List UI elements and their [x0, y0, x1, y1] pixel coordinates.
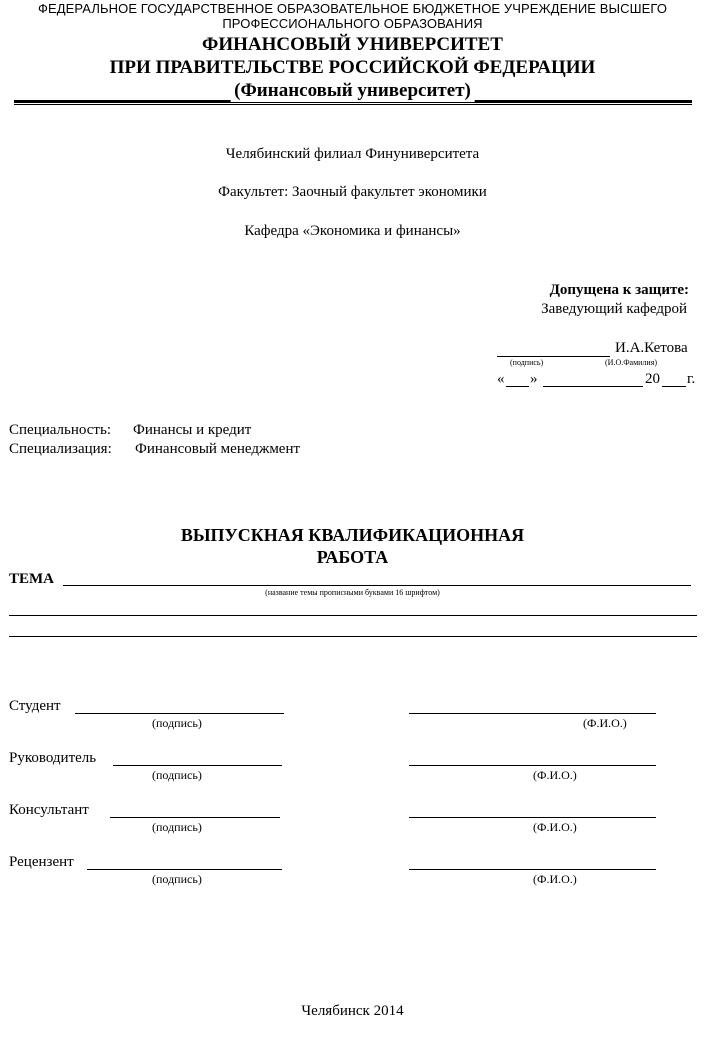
sign-caption: (подпись)	[152, 716, 202, 730]
university-short-name: (Финансовый университет)	[230, 80, 475, 102]
date-quote-close: »	[530, 371, 538, 387]
name-caption: (Ф.И.О.)	[533, 768, 577, 782]
approval-name-caption: (И.О.Фамилия)	[605, 358, 658, 367]
role-label: Студент	[9, 698, 61, 714]
role-label: Консультант	[9, 802, 89, 818]
date-quote-open: «	[497, 371, 505, 387]
theme-line-1	[63, 585, 691, 586]
specialization-label: Специализация:	[9, 441, 112, 457]
theme-line-3	[9, 636, 697, 637]
sign-caption: (подпись)	[152, 768, 202, 782]
sign-line	[110, 817, 280, 818]
name-line	[409, 869, 656, 870]
theme-caption: (название темы прописными буквами 16 шрифтом)	[265, 588, 440, 597]
sign-line	[113, 765, 282, 766]
name-caption: (Ф.И.О.)	[533, 872, 577, 886]
role-label: Рецензент	[9, 854, 74, 870]
date-year-suffix: г.	[687, 371, 696, 387]
date-year-line	[662, 386, 686, 387]
head-of-department-label: Заведующий кафедрой	[541, 301, 687, 317]
name-line	[409, 713, 656, 714]
header-line-1: ФЕДЕРАЛЬНОЕ ГОСУДАРСТВЕННОЕ ОБРАЗОВАТЕЛЬНОЕ БЮДЖЕТНОЕ УЧРЕЖДЕНИЕ ВЫСШЕГО	[37, 1, 668, 16]
theme-line-2	[9, 615, 697, 616]
work-title-line-1: ВЫПУСКНАЯ КВАЛИФИКАЦИОННАЯ	[180, 525, 525, 545]
name-line	[409, 817, 656, 818]
sign-line	[87, 869, 282, 870]
theme-label: ТЕМА	[9, 571, 54, 587]
branch-name: Челябинский филиал Финуниверситета	[225, 146, 480, 162]
faculty-name: Факультет: Заочный факультет экономики	[218, 184, 487, 200]
approver-name: И.А.Кетова	[615, 340, 688, 356]
university-subtitle: ПРИ ПРАВИТЕЛЬСТВЕ РОССИЙСКОЙ ФЕДЕРАЦИИ	[109, 57, 596, 78]
date-day-line	[506, 386, 529, 387]
date-month-line	[543, 386, 643, 387]
date-year-prefix: 20	[645, 371, 660, 387]
role-label: Руководитель	[9, 750, 97, 766]
specialization-value: Финансовый менеджмент	[135, 441, 301, 457]
approval-sign-caption: (подпись)	[510, 358, 544, 367]
header-line-2: ПРОФЕССИОНАЛЬНОГО ОБРАЗОВАНИЯ	[222, 16, 483, 31]
specialty-label: Специальность:	[9, 422, 111, 438]
header-rule-thin	[14, 104, 692, 105]
name-caption: (Ф.И.О.)	[583, 716, 627, 730]
specialty-value: Финансы и кредит	[133, 422, 252, 438]
name-caption: (Ф.И.О.)	[533, 820, 577, 834]
department-name: Кафедра «Экономика и финансы»	[244, 223, 461, 239]
approval-sign-line	[497, 356, 610, 357]
university-name: ФИНАНСОВЫЙ УНИВЕРСИТЕТ	[202, 34, 503, 55]
admitted-label: Допущена к защите:	[549, 282, 689, 298]
work-title-line-2: РАБОТА	[316, 547, 389, 567]
sign-caption: (подпись)	[152, 872, 202, 886]
sign-line	[75, 713, 284, 714]
city-year: Челябинск 2014	[301, 1003, 404, 1019]
sign-caption: (подпись)	[152, 820, 202, 834]
name-line	[409, 765, 656, 766]
